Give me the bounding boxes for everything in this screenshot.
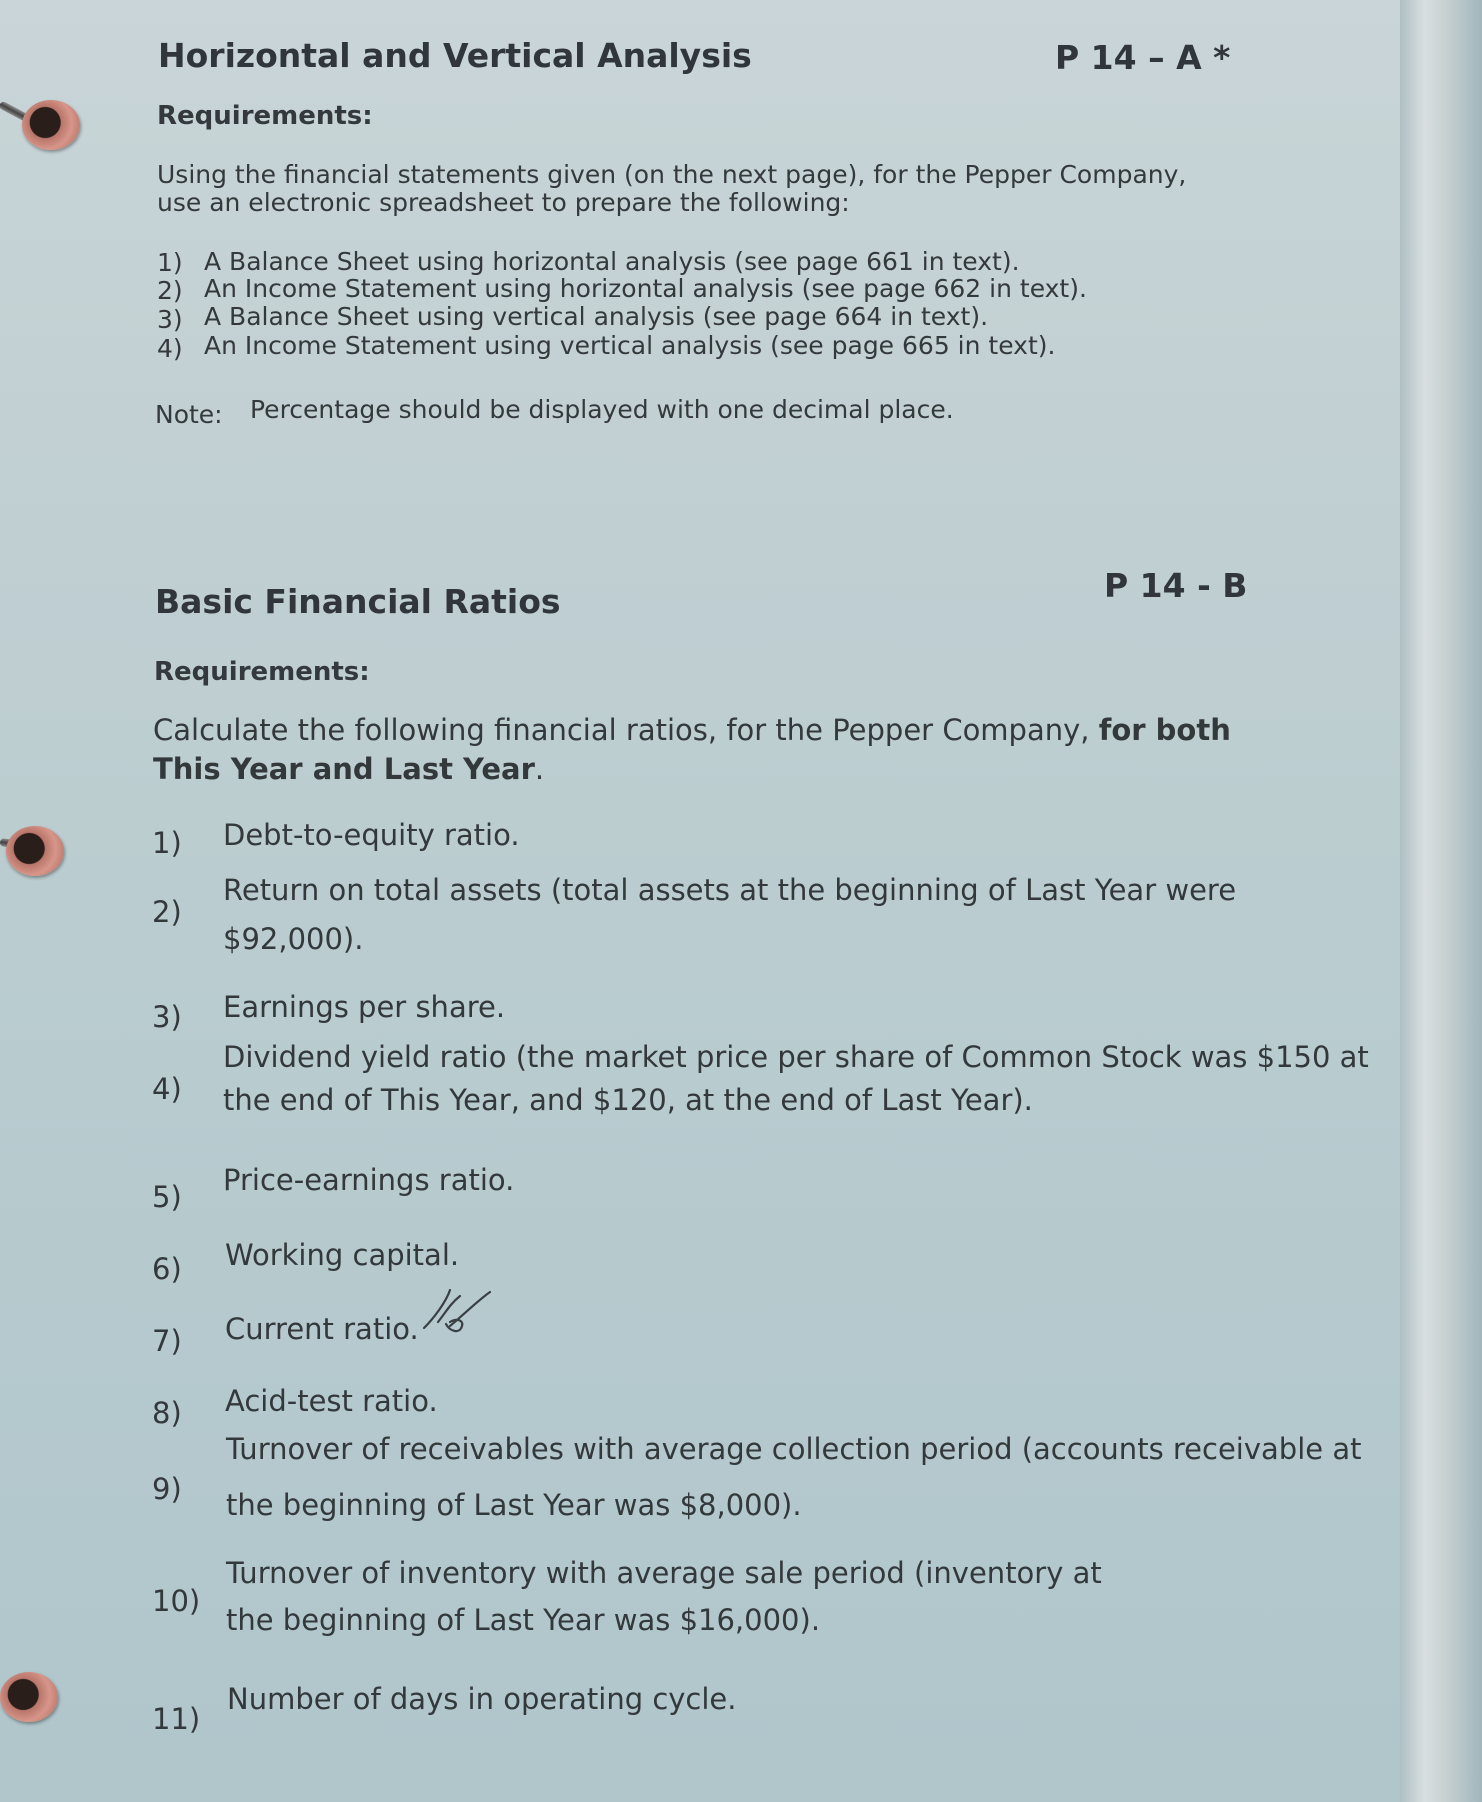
list-item-number: 3)	[152, 1000, 182, 1034]
list-item-text: Debt-to-equity ratio.	[223, 818, 520, 852]
list-item-text-continued: $92,000).	[223, 922, 364, 956]
section-a-intro-line2: use an electronic spreadsheet to prepare the following:	[157, 188, 850, 217]
intro-plain-text: Calculate the following financial ratios, for the Pepper Company,	[153, 713, 1090, 747]
list-item-text: Return on total assets (total assets at the beginning of Last Year were	[223, 873, 1237, 907]
list-item-text-continued: the beginning of Last Year was $16,000).	[226, 1603, 821, 1637]
intro-period: .	[534, 752, 545, 786]
list-item-number: 1)	[157, 248, 183, 277]
section-b-intro-line1	[153, 713, 1231, 747]
binder-ring	[22, 100, 80, 150]
section-a-intro-line1: Using the financial statements given (on the next page), for the Pepper Company,	[157, 160, 1187, 189]
list-item-text-continued: the end of This Year, and $120, at the end of Last Year).	[223, 1083, 1033, 1117]
list-item-text: An Income Statement using vertical analysis (see page 665 in text).	[204, 331, 1056, 360]
list-item-number: 10)	[152, 1584, 201, 1618]
list-item-text: An Income Statement using horizontal analysis (see page 662 in text).	[204, 274, 1087, 303]
list-item-number: 5)	[152, 1180, 182, 1214]
list-item-number: 1)	[152, 826, 182, 860]
handwritten-mark	[420, 1288, 492, 1336]
note-label: Note:	[155, 400, 223, 429]
list-item-text-continued: the beginning of Last Year was $8,000).	[226, 1488, 802, 1522]
list-item-text: Acid-test ratio.	[225, 1384, 438, 1418]
list-item-number: 2)	[152, 895, 182, 929]
intro-bold-text: This Year and Last Year	[153, 752, 535, 786]
section-b-intro-line2	[153, 752, 544, 786]
list-item-number: 2)	[157, 276, 183, 305]
list-item-number: 4)	[157, 334, 183, 363]
section-a-title: Horizontal and Vertical Analysis	[158, 36, 752, 75]
list-item-text: Price-earnings ratio.	[223, 1163, 515, 1197]
list-item-number: 4)	[152, 1072, 182, 1106]
list-item-text: Turnover of inventory with average sale period (inventory at	[226, 1556, 1102, 1590]
list-item-number: 6)	[152, 1252, 182, 1286]
list-item-text: Working capital.	[225, 1238, 460, 1272]
note-text: Percentage should be displayed with one decimal place.	[250, 395, 954, 424]
list-item-text: Current ratio.	[225, 1312, 419, 1346]
binder-ring	[6, 826, 64, 876]
list-item-text: Earnings per share.	[223, 990, 506, 1024]
list-item-text: Number of days in operating cycle.	[227, 1682, 737, 1716]
list-item-number: 9)	[152, 1472, 182, 1506]
list-item-number: 11)	[152, 1702, 201, 1736]
section-b-requirements-label: Requirements:	[154, 657, 370, 687]
section-b-code: P 14 - B	[1104, 566, 1248, 605]
binder-ring	[0, 1672, 58, 1722]
list-item-text: Dividend yield ratio (the market price per share of Common Stock was $150 at	[223, 1040, 1369, 1074]
list-item-text: Turnover of receivables with average collection period (accounts receivable at	[226, 1432, 1362, 1466]
section-a-requirements-label: Requirements:	[157, 101, 373, 131]
list-item-text: A Balance Sheet using horizontal analysis (see page 661 in text).	[204, 247, 1020, 276]
list-item-text: A Balance Sheet using vertical analysis (see page 664 in text).	[204, 302, 989, 331]
intro-bold-text: for both	[1098, 713, 1231, 747]
section-a-code: P 14 – A *	[1055, 38, 1231, 77]
list-item-number: 3)	[157, 305, 183, 334]
list-item-number: 7)	[152, 1324, 182, 1358]
section-b-title: Basic Financial Ratios	[155, 582, 561, 621]
page-edge	[1400, 0, 1482, 1802]
list-item-number: 8)	[152, 1396, 182, 1430]
